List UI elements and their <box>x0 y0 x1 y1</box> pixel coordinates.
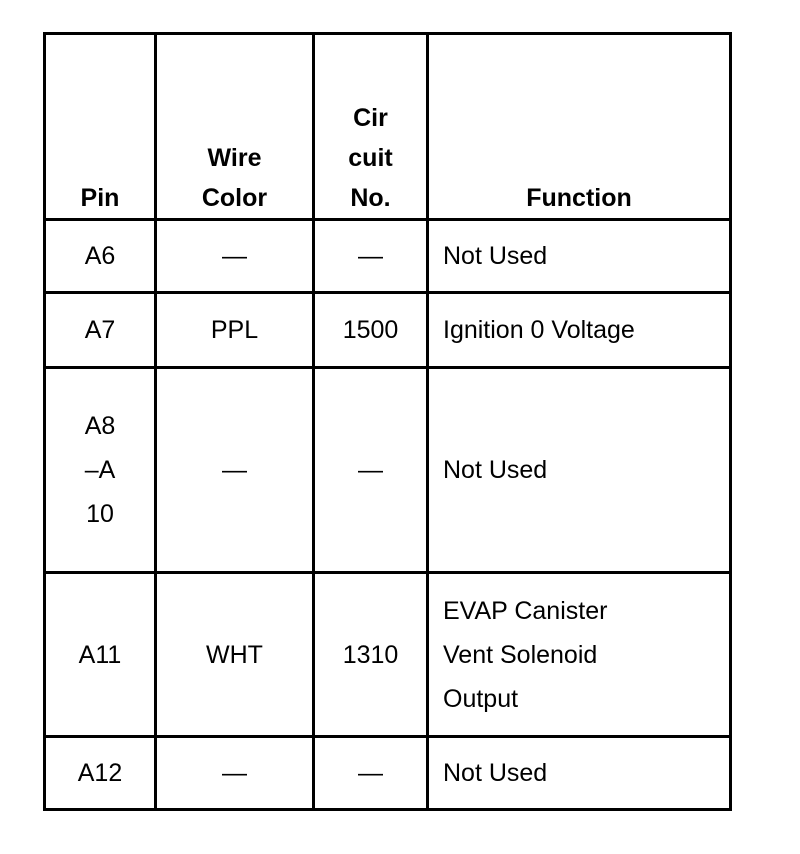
pin-cell <box>45 737 156 810</box>
pin-cell <box>45 368 156 573</box>
pin-cell <box>45 293 156 368</box>
function-cell <box>428 368 731 573</box>
function-text: Vent Solenoid <box>443 640 598 669</box>
table-row <box>45 293 731 368</box>
function-text: Ignition 0 Voltage <box>443 316 635 344</box>
pin-cell <box>45 573 156 737</box>
header-pin-line: Pin <box>80 184 120 212</box>
header-pin <box>45 34 156 220</box>
header-circuit-no-line: No. <box>350 184 391 212</box>
function-text: Output <box>443 684 519 713</box>
wire-color-cell: WHT <box>156 573 314 737</box>
table-row <box>45 737 731 810</box>
function-text: EVAP Canister <box>443 596 608 625</box>
header-wire-color-line: Wire <box>207 144 262 172</box>
pin-text: A6 <box>84 242 116 270</box>
pin-cell <box>45 220 156 293</box>
header-circuit-no-line: Cir <box>353 104 388 132</box>
table-row <box>45 220 731 293</box>
circuit-no-cell: — <box>314 737 428 810</box>
pin-text: A11 <box>78 640 122 669</box>
function-cell <box>428 220 731 293</box>
header-function <box>428 34 731 220</box>
header-circuit-no-line: cuit <box>348 144 393 172</box>
function-cell <box>428 737 731 810</box>
circuit-no-cell: — <box>314 220 428 293</box>
table-body <box>45 220 731 810</box>
function-text: Not Used <box>443 456 548 484</box>
pin-text: A8 <box>84 412 116 440</box>
header-circuit-no <box>314 34 428 220</box>
header-function-line: Function <box>526 184 632 212</box>
table-row <box>45 573 731 737</box>
wire-color-cell: — <box>156 368 314 573</box>
pin-text: –A <box>84 456 116 484</box>
function-cell <box>428 293 731 368</box>
pin-text: A7 <box>84 316 116 344</box>
wire-color-cell: — <box>156 737 314 810</box>
pin-text: A12 <box>77 759 123 787</box>
circuit-no-cell: — <box>314 368 428 573</box>
table-row <box>45 368 731 573</box>
function-cell <box>428 573 731 737</box>
wire-color-cell: — <box>156 220 314 293</box>
header-wire-color-line: Color <box>201 184 268 212</box>
circuit-no-cell: 1310 <box>314 573 428 737</box>
function-text: Not Used <box>443 759 548 787</box>
pin-table <box>43 32 732 811</box>
table-header <box>45 34 731 220</box>
header-row <box>45 34 731 220</box>
circuit-no-cell: 1500 <box>314 293 428 368</box>
header-wire-color <box>156 34 314 220</box>
pin-text: 10 <box>86 500 114 528</box>
function-text: Not Used <box>443 242 548 270</box>
wire-color-cell: PPL <box>156 293 314 368</box>
